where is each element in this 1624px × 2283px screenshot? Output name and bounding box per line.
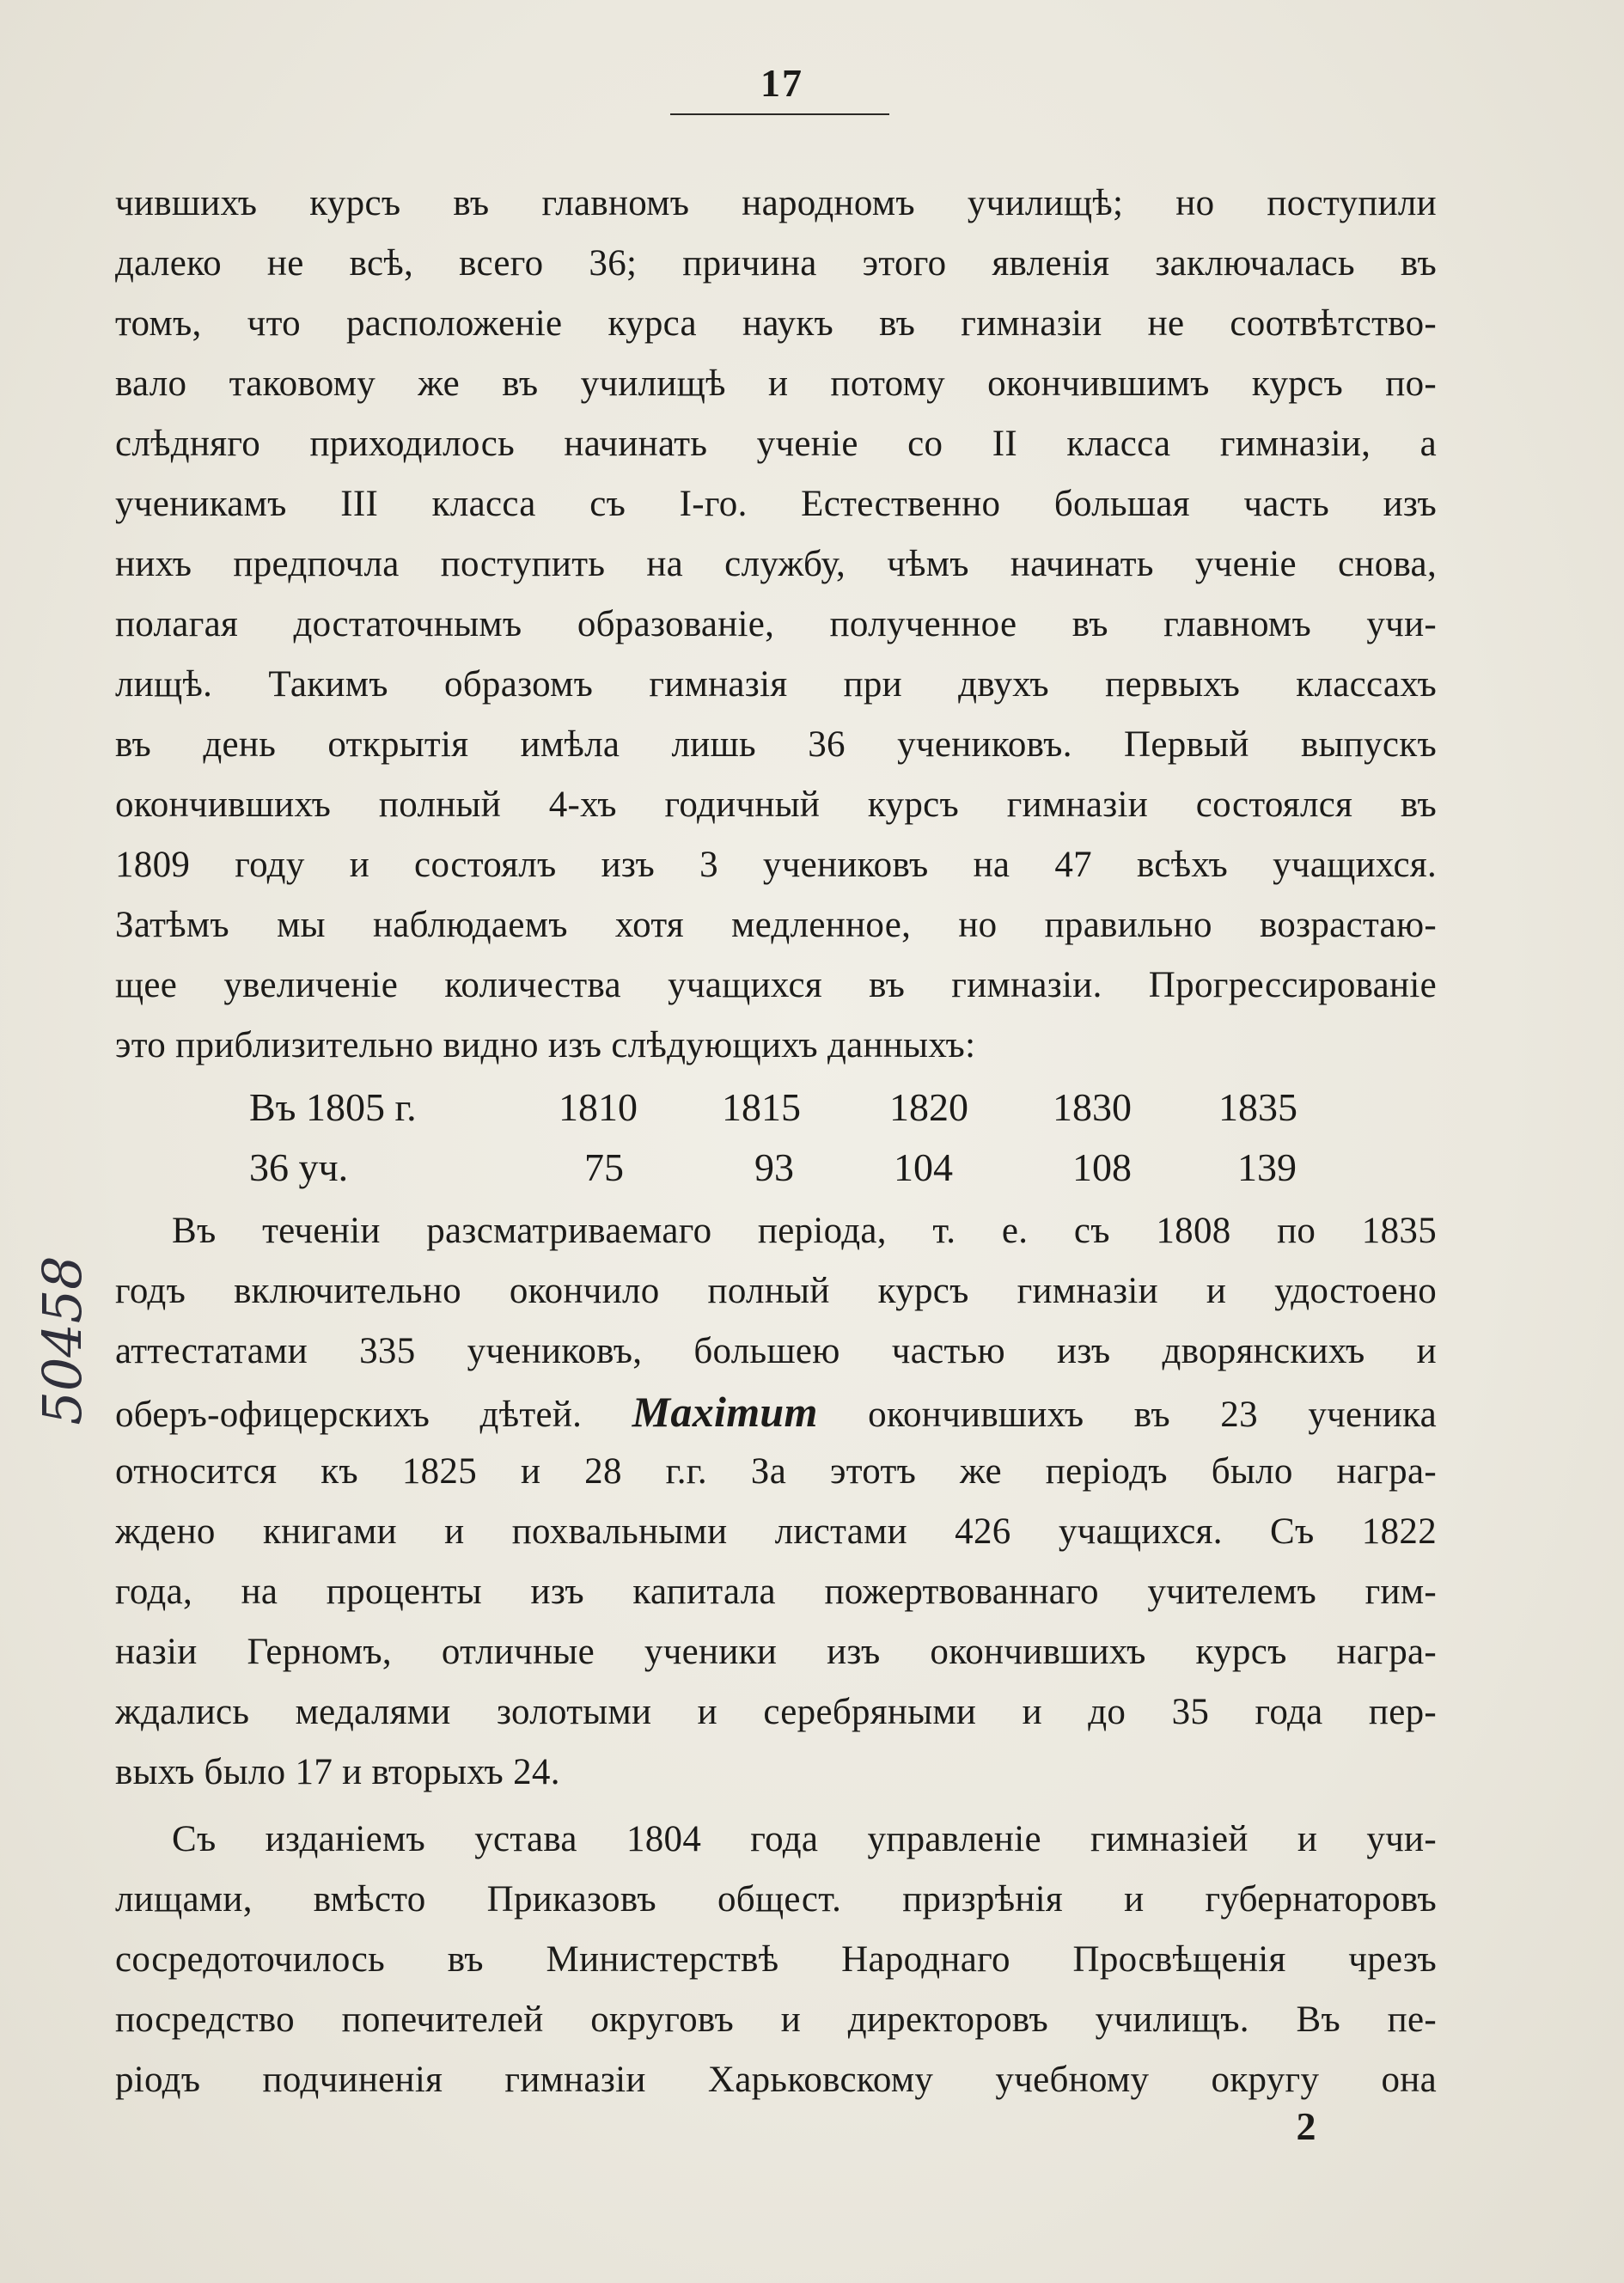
table-year: 1815 <box>722 1085 801 1129</box>
text-line: лищѣ. Такимъ образомъ гимназія при двухъ первыхъ классахъ <box>115 664 1437 705</box>
text-line: 1809 году и состоялъ изъ 3 учениковъ на 47 всѣхъ учащихся. <box>115 845 1437 885</box>
table-count: 93 <box>754 1145 794 1189</box>
text-line: нихъ предпочла поступить на службу, чѣмъ начинать ученіе снова, <box>115 544 1437 584</box>
margin-handwriting: 50458 <box>30 1255 94 1425</box>
table-count: 36 уч. <box>249 1145 349 1189</box>
text-line: слѣдняго приходилось начинать ученіе со II класса гимназіи, а <box>115 424 1437 464</box>
text-line: года, на проценты изъ капитала пожертвованнаго учителемъ гим- <box>115 1572 1437 1612</box>
table-count: 108 <box>1072 1145 1132 1189</box>
table-count: 104 <box>894 1145 953 1189</box>
text-fragment: оберъ-офицерскихъ дѣтей. <box>115 1395 583 1435</box>
text-line: посредство попечителей округовъ и директоровъ училищъ. Въ пе- <box>115 1999 1437 2040</box>
table-count: 139 <box>1237 1145 1297 1189</box>
text-line: годъ включительно окончило полный курсъ гимназіи и удостоено <box>115 1271 1437 1311</box>
text-line: аттестатами 335 учениковъ, большею частью изъ дворянскихъ и <box>115 1331 1437 1371</box>
page-number: 17 <box>760 61 803 105</box>
text-line: чившихъ курсъ въ главномъ народномъ училищѣ; но поступили <box>115 183 1437 223</box>
text-line: Съ изданіемъ устава 1804 года управленіе гимназіей и учи- <box>172 1819 1437 1859</box>
table-year: 1830 <box>1053 1085 1132 1129</box>
table-year: Въ 1805 г. <box>249 1085 417 1129</box>
text-line: назіи Герномъ, отличные ученики изъ окончившихъ курсъ награ- <box>115 1632 1437 1672</box>
text-line: ждено книгами и похвальными листами 426 учащихся. Съ 1822 <box>115 1511 1437 1552</box>
text-line: ріодъ подчиненія гимназіи Харьковскому учебному округу она <box>115 2060 1437 2100</box>
text-line: ждались медалями золотыми и серебряными и до 35 года пер- <box>115 1692 1437 1732</box>
text-line: томъ, что расположеніе курса наукъ въ гимназіи не соотвѣтство- <box>115 303 1437 344</box>
text-line: Въ теченіи разсматриваемаго періода, т. е. съ 1808 по 1835 <box>172 1211 1437 1251</box>
text-line: вало таковому же въ училищѣ и потому окончившимъ курсъ по- <box>115 363 1437 404</box>
text-line: лищами, вмѣсто Приказовъ общест. призрѣнія и губернаторовъ <box>115 1879 1437 1920</box>
text-line: далеко не всѣ, всего 36; причина этого явленія заключалась въ <box>115 243 1437 284</box>
text-line: щее увеличеніе количества учащихся въ гимназіи. Прогрессированіе <box>115 965 1437 1005</box>
name-italic: Maxiтит <box>632 1388 818 1436</box>
text-line-with-name <box>115 1385 1437 1438</box>
table-year: 1820 <box>889 1085 968 1129</box>
text-line: въ день открытія имѣла лишь 36 учениковъ. Первый выпускъ <box>115 724 1437 765</box>
text-line: это приблизительно видно изъ слѣдующихъ данныхъ: <box>115 1025 976 1065</box>
table-year: 1835 <box>1218 1085 1297 1129</box>
signature-mark: 2 <box>1296 2104 1316 2148</box>
text-line: Затѣмъ мы наблюдаемъ хотя медленное, но правильно возрастаю- <box>115 905 1437 945</box>
text-line: сосредоточилось въ Министерствѣ Народнаго Просвѣщенія чрезъ <box>115 1939 1437 1980</box>
text-line: относится къ 1825 и 28 г.г. За этотъ же періодъ было награ- <box>115 1451 1437 1492</box>
table-year: 1810 <box>559 1085 638 1129</box>
text-line: окончившихъ полный 4-хъ годичный курсъ гимназіи состоялся въ <box>115 784 1437 825</box>
text-line: ученикамъ III класса съ I-го. Естественно большая часть изъ <box>115 484 1437 524</box>
text-fragment: окончившихъ въ 23 ученика <box>868 1395 1437 1435</box>
text-line: полагая достаточнымъ образованіе, полученное въ главномъ учи- <box>115 604 1437 644</box>
table-count: 75 <box>584 1145 624 1189</box>
header-rule <box>670 113 889 115</box>
text-line: выхъ было 17 и вторыхъ 24. <box>115 1752 560 1792</box>
